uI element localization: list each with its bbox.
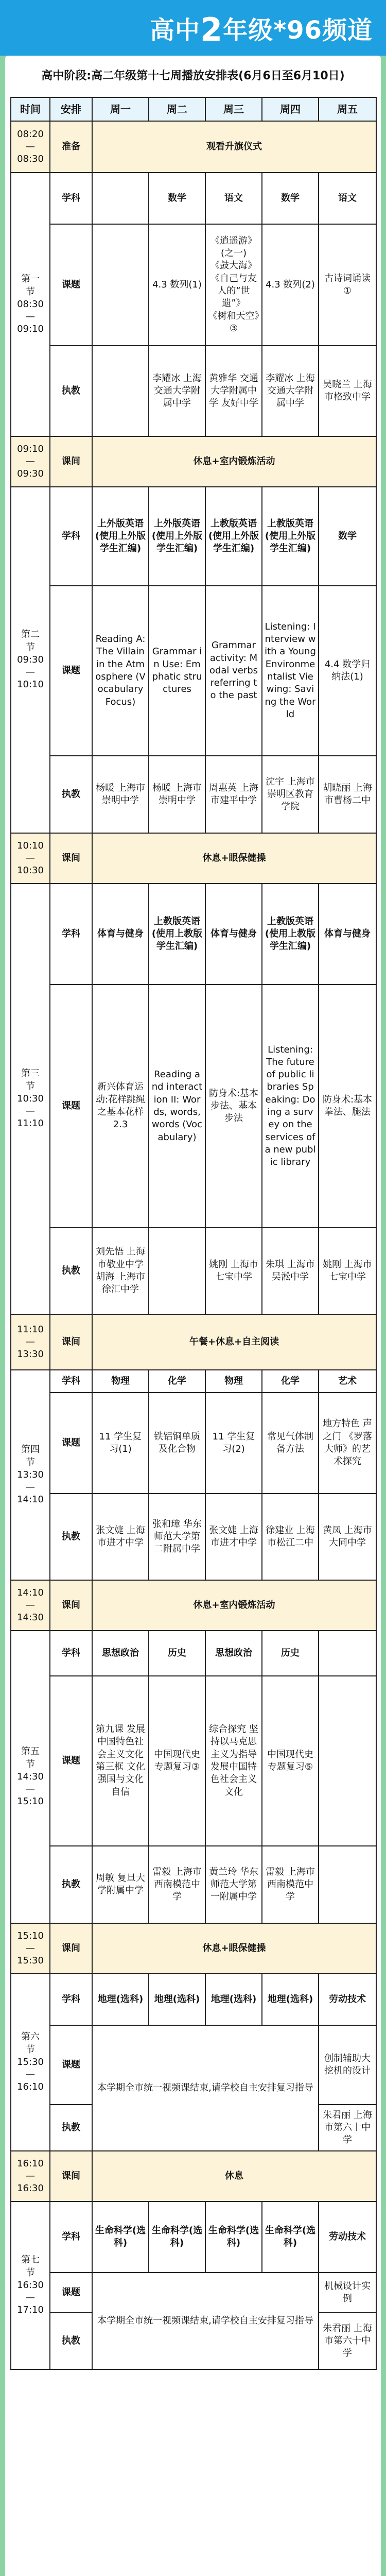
activity-cell: 休息 — [92, 2151, 376, 2201]
schedule-row — [11, 173, 376, 224]
notice-cell: 本学期全市统一视频课结束,请学校自主安排复习指导 — [92, 2273, 319, 2369]
subject-cell: 数学 — [262, 173, 319, 224]
row-label-cell: 执教 — [50, 1494, 92, 1580]
row-label-cell: 课题 — [50, 1393, 92, 1494]
schedule-row — [11, 1228, 376, 1314]
teacher-cell: 黄兰玲 华东师范大学第一附属中学 — [205, 1846, 262, 1923]
teacher-cell: 周惠英 上海市建平中学 — [205, 756, 262, 833]
time-cell: 15:10 — 15:30 — [11, 1923, 50, 1974]
header-cell: 周一 — [92, 97, 149, 121]
topic-cell: 机械设计实例 — [319, 2273, 376, 2313]
banner-suffix: 年级*96频道 — [223, 16, 373, 45]
subject-cell: 思想政治 — [92, 1631, 149, 1676]
subject-cell: 物理 — [205, 1370, 262, 1393]
subject-cell: 化学 — [149, 1370, 205, 1393]
time-cell: 16:10 — 16:30 — [11, 2151, 50, 2201]
time-cell: 11:10 — 13:30 — [11, 1314, 50, 1370]
topic-cell: 防身术:基本拳法、腿法 — [319, 985, 376, 1228]
row-label-cell: 执教 — [50, 1846, 92, 1923]
activity-cell: 休息+室内锻炼活动 — [92, 436, 376, 487]
topic-cell: 古诗词诵读① — [319, 224, 376, 346]
row-label-cell: 课题 — [50, 985, 92, 1228]
subject-cell: 劳动技术 — [319, 2201, 376, 2273]
topic-cell: Grammar activity: Modal verbs referring to the past — [205, 586, 262, 756]
schedule-row — [11, 224, 376, 346]
schedule-row — [11, 2201, 376, 2273]
subject-cell: 语文 — [319, 173, 376, 224]
subject-cell: 体育与健身 — [205, 884, 262, 985]
teacher-cell: 沈宇 上海市崇明区教育学院 — [262, 756, 319, 833]
topic-cell: 地方特色 声之门 《罗落大师》的艺术探究 — [319, 1393, 376, 1494]
topic-cell: 4.4 数学归纳法(1) — [319, 586, 376, 756]
schedule-row — [11, 487, 376, 586]
subject-cell: 生命科学(选科) — [262, 2201, 319, 2273]
period-time-cell: 第五 节 14:30 — 15:10 — [11, 1631, 50, 1923]
topic-cell: Reading A: The Villain in the Atmosphere (Vocabulary Focus) — [92, 586, 149, 756]
topic-cell: 常见气体制备方法 — [262, 1393, 319, 1494]
row-label-cell: 课题 — [50, 2273, 92, 2313]
activity-cell: 休息+眼保健操 — [92, 833, 376, 884]
banner-title — [150, 10, 373, 48]
row-label-cell: 执教 — [50, 346, 92, 436]
subject-cell: 上教版英语(使用上教版学生汇编) — [149, 884, 205, 985]
row-label-cell: 课题 — [50, 224, 92, 346]
schedule-row — [11, 2151, 376, 2201]
schedule-row — [11, 833, 376, 884]
subject-cell: 地理(选科) — [205, 1974, 262, 2025]
arrangement-cell: 课间 — [50, 436, 92, 487]
schedule-row — [11, 1676, 376, 1846]
subject-cell: 体育与健身 — [92, 884, 149, 985]
teacher-cell: 黄雅华 交通大学附属中学 友好中学 — [205, 346, 262, 436]
schedule-row — [11, 985, 376, 1228]
notice-cell: 本学期全市统一视频课结束,请学校自主安排复习指导 — [92, 2025, 319, 2151]
activity-cell: 观看升旗仪式 — [92, 121, 376, 173]
topic-cell — [92, 224, 149, 346]
teacher-cell: 刘先悟 上海市敬业中学 胡海 上海市徐汇中学 — [92, 1228, 149, 1314]
period-time-cell: 第六 节 15:30 — 16:10 — [11, 1974, 50, 2151]
subject-cell: 上教版英语(使用上外版学生汇编) — [205, 487, 262, 586]
arrangement-cell: 课间 — [50, 833, 92, 884]
schedule-row — [11, 756, 376, 833]
banner-prefix: 高中 — [149, 16, 200, 45]
topic-cell: 《逍遥游》(之一) 《鼓大海》 《自己与友人的“世遗”》 《树和天空》③ — [205, 224, 262, 346]
row-label-cell: 学科 — [50, 2201, 92, 2273]
topic-cell: 11 学生复习(1) — [92, 1393, 149, 1494]
schedule-row — [11, 1846, 376, 1923]
schedule-row — [11, 1631, 376, 1676]
subject-cell: 生命科学(选科) — [205, 2201, 262, 2273]
row-label-cell: 课题 — [50, 1676, 92, 1846]
schedule-table — [10, 97, 377, 2370]
time-cell: 14:10 — 14:30 — [11, 1580, 50, 1631]
subject-cell: 体育与健身 — [319, 884, 376, 985]
activity-cell: 午餐+休息+自主阅读 — [92, 1314, 376, 1370]
topic-cell: Listening: The future of public libraries Speaking: Doing a survey on the services of a new public library — [262, 985, 319, 1228]
teacher-cell: 朱君丽 上海市第六十中学 — [319, 2313, 376, 2369]
arrangement-cell: 课间 — [50, 2151, 92, 2201]
subject-cell: 语文 — [205, 173, 262, 224]
period-time-cell: 第四 节 13:30 — 14:10 — [11, 1370, 50, 1580]
topic-cell: 4.3 数列(2) — [262, 224, 319, 346]
subject-cell — [319, 1631, 376, 1676]
schedule-row — [11, 2273, 376, 2313]
schedule-row — [11, 346, 376, 436]
subject-cell: 数学 — [319, 487, 376, 586]
subject-cell: 生命科学(选科) — [149, 2201, 205, 2273]
header-cell: 时间 — [11, 97, 50, 121]
activity-cell: 休息+眼保健操 — [92, 1923, 376, 1974]
schedule-row — [11, 1923, 376, 1974]
topic-cell: 新兴体育运动:花样跳绳之基本花样 2.3 — [92, 985, 149, 1228]
header-cell: 周五 — [319, 97, 376, 121]
row-label-cell: 课题 — [50, 2025, 92, 2105]
topic-cell: Listening: Interview with a Young Environmentalist Viewing: Saving the World — [262, 586, 319, 756]
topic-cell: 第九课 发展中国特色社会主义文化 第三框 文化强国与文化自信 — [92, 1676, 149, 1846]
schedule-row — [11, 1494, 376, 1580]
period-time-cell: 第二 节 09:30 — 10:10 — [11, 487, 50, 833]
topic-cell: 11 学生复习(2) — [205, 1393, 262, 1494]
teacher-cell: 姚刚 上海市七宝中学 — [205, 1228, 262, 1314]
schedule-row — [11, 436, 376, 487]
row-label-cell: 学科 — [50, 1370, 92, 1393]
row-label-cell: 学科 — [50, 173, 92, 224]
header-cell: 周四 — [262, 97, 319, 121]
schedule-row — [11, 586, 376, 756]
schedule-row — [11, 1580, 376, 1631]
subject-cell: 思想政治 — [205, 1631, 262, 1676]
row-label-cell: 学科 — [50, 884, 92, 985]
teacher-cell: 杨暖 上海市崇明中学 — [149, 756, 205, 833]
teacher-cell: 吴晓兰 上海市格致中学 — [319, 346, 376, 436]
header-cell: 周三 — [205, 97, 262, 121]
period-time-cell: 第七 节 16:30 — 17:10 — [11, 2201, 50, 2369]
teacher-cell: 李耀冰 上海交通大学附属中学 — [149, 346, 205, 436]
header-row — [11, 97, 376, 121]
period-time-cell: 第三 节 10:30 — 11:10 — [11, 884, 50, 1314]
schedule-row — [11, 1974, 376, 2025]
schedule-row — [11, 1314, 376, 1370]
teacher-cell: 姚刚 上海市七宝中学 — [319, 1228, 376, 1314]
header-cell: 周二 — [149, 97, 205, 121]
teacher-cell: 李耀冰 上海交通大学附属中学 — [262, 346, 319, 436]
teacher-cell: 杨暖 上海市崇明中学 — [92, 756, 149, 833]
topic-cell: 防身术:基本步法、基本步法 — [205, 985, 262, 1228]
subject-cell: 数学 — [149, 173, 205, 224]
subject-cell: 地理(选科) — [149, 1974, 205, 2025]
subject-cell: 地理(选科) — [262, 1974, 319, 2025]
row-label-cell: 学科 — [50, 1974, 92, 2025]
schedule-row — [11, 121, 376, 173]
page-title: 高中阶段:高二年级第十七周播放安排表(6月6日至6月10日) — [41, 70, 345, 82]
banner-grade-number: 2 — [200, 11, 223, 48]
time-cell: 10:10 — 10:30 — [11, 833, 50, 884]
subject-cell: 上外版英语(使用上外版学生汇编) — [149, 487, 205, 586]
header-cell: 安排 — [50, 97, 92, 121]
teacher-cell — [149, 1228, 205, 1314]
subject-cell: 地理(选科) — [92, 1974, 149, 2025]
schedule-row — [11, 2025, 376, 2105]
topic-cell — [319, 1676, 376, 1846]
time-cell: 08:20 — 08:30 — [11, 121, 50, 173]
schedule-card — [5, 56, 381, 2576]
row-label-cell: 执教 — [50, 2105, 92, 2151]
teacher-cell: 张文婕 上海市进才中学 — [205, 1494, 262, 1580]
teacher-cell — [319, 1846, 376, 1923]
teacher-cell: 张和璋 华东师范大学第二附属中学 — [149, 1494, 205, 1580]
topic-cell: 4.3 数列(1) — [149, 224, 205, 346]
subject-cell: 历史 — [149, 1631, 205, 1676]
subject-cell: 化学 — [262, 1370, 319, 1393]
subject-cell: 劳动技术 — [319, 1974, 376, 2025]
row-label-cell: 执教 — [50, 1228, 92, 1314]
topic-cell: 综合探究 坚持以马克思主义为指导发展中国特色社会主义文化 — [205, 1676, 262, 1846]
arrangement-cell: 课间 — [50, 1580, 92, 1631]
subject-cell: 物理 — [92, 1370, 149, 1393]
teacher-cell: 周敏 复旦大学附属中学 — [92, 1846, 149, 1923]
teacher-cell: 张文婕 上海市进才中学 — [92, 1494, 149, 1580]
schedule-row — [11, 884, 376, 985]
arrangement-cell: 准备 — [50, 121, 92, 173]
period-time-cell: 第一 节 08:30 — 09:10 — [11, 173, 50, 436]
topic-cell: 创制辅助大挖机的设计 — [319, 2025, 376, 2105]
topic-cell: 铁铝铜单质及化合物 — [149, 1393, 205, 1494]
topic-cell: Reading and interaction II: Words, words, words (Vocabulary) — [149, 985, 205, 1228]
schedule-row — [11, 1393, 376, 1494]
teacher-cell: 雷毅 上海市西南模范中学 — [149, 1846, 205, 1923]
teacher-cell: 徐建业 上海市松江二中 — [262, 1494, 319, 1580]
activity-cell: 休息+室内锻炼活动 — [92, 1580, 376, 1631]
arrangement-cell: 课间 — [50, 1314, 92, 1370]
subject-cell — [92, 173, 149, 224]
topic-cell: 中国现代史专题复习⑤ — [262, 1676, 319, 1846]
subject-cell: 艺术 — [319, 1370, 376, 1393]
topic-cell: Grammar in Use: Emphatic structures — [149, 586, 205, 756]
teacher-cell: 胡晓丽 上海市曹杨二中 — [319, 756, 376, 833]
teacher-cell: 雷毅 上海市西南模范中学 — [262, 1846, 319, 1923]
row-label-cell: 学科 — [50, 487, 92, 586]
arrangement-cell: 课间 — [50, 1923, 92, 1974]
row-label-cell: 执教 — [50, 756, 92, 833]
subject-cell: 上外版英语(使用上外版学生汇编) — [92, 487, 149, 586]
channel-banner — [0, 0, 386, 56]
teacher-cell: 朱君丽 上海市第六十中学 — [319, 2105, 376, 2151]
subject-cell: 历史 — [262, 1631, 319, 1676]
row-label-cell: 课题 — [50, 586, 92, 756]
topic-cell: 中国现代史专题复习③ — [149, 1676, 205, 1846]
row-label-cell: 学科 — [50, 1631, 92, 1676]
subject-cell: 上教版英语(使用上教版学生汇编) — [262, 884, 319, 985]
teacher-cell: 朱琪 上海市吴淞中学 — [262, 1228, 319, 1314]
subject-cell: 上教版英语(使用上外版学生汇编) — [262, 487, 319, 586]
row-label-cell: 执教 — [50, 2313, 92, 2369]
teacher-cell: 黄凤 上海市大同中学 — [319, 1494, 376, 1580]
subject-cell: 生命科学(选科) — [92, 2201, 149, 2273]
time-cell: 09:10 — 09:30 — [11, 436, 50, 487]
teacher-cell — [92, 346, 149, 436]
schedule-row — [11, 1370, 376, 1393]
